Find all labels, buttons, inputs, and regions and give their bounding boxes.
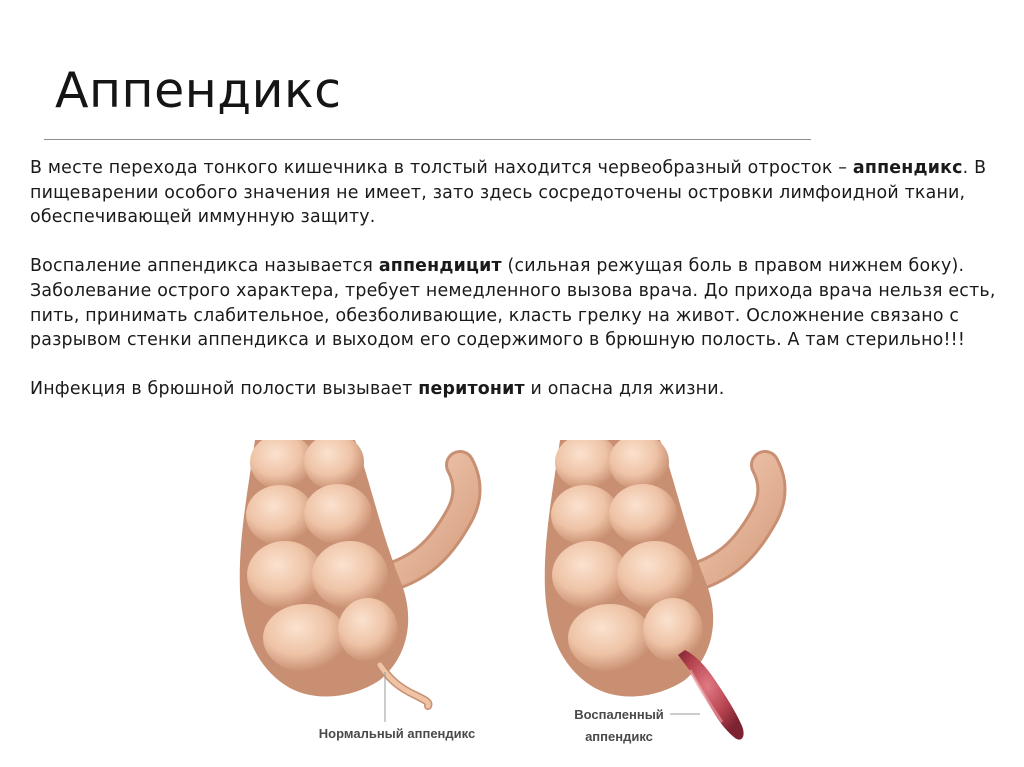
paragraph-text: . В пищеварении особого значения не имеет, зато здесь сосредоточены островки лимфоидной ткани, обеспечивающей иммунную защиту.: [30, 158, 987, 228]
term-peritonitis: перитонит: [418, 379, 525, 400]
term-appendicitis: аппендицит: [378, 256, 502, 277]
caption-line: Воспаленный: [574, 707, 664, 722]
paragraph-appendicitis: [30, 254, 1005, 352]
paragraph-text: и опасна для жизни.: [524, 379, 725, 400]
term-appendix: аппендикс: [852, 158, 963, 178]
appendix-illustration: [230, 440, 790, 760]
paragraph-text: Инфекция в брюшной полости вызывает: [30, 379, 419, 400]
normal-colon: [240, 440, 467, 722]
appendix-drawing: [230, 440, 790, 760]
caption-normal-appendix: Нормальный аппендикс: [318, 726, 476, 741]
inflamed-colon: [545, 440, 772, 740]
paragraph-appendix-intro: [30, 156, 1005, 230]
slide-title: Аппендикс: [55, 62, 342, 119]
paragraph-text: В месте перехода тонкого кишечника в толстый находится червеобразный отросток –: [30, 158, 853, 178]
paragraph-peritonitis: [30, 377, 1005, 402]
paragraph-text: Воспаление аппендикса называется: [30, 256, 379, 277]
caption-inflamed-appendix: [563, 704, 675, 748]
title-divider: [44, 139, 811, 140]
slide-body: [30, 156, 1005, 427]
caption-line: аппендикс: [585, 729, 653, 744]
paragraph-text: (сильная режущая боль в правом нижнем боку). Заболевание острого характера, требует немедленного вызова врача. До прихода врача нельзя есть, пить, принимать слабительное, обезболивающие, класть грелку на живот. Осложнение связано с разрывом стенки аппендикса и выходом его содержимого в брюшную полость. А там стерильно!!!: [30, 256, 996, 351]
